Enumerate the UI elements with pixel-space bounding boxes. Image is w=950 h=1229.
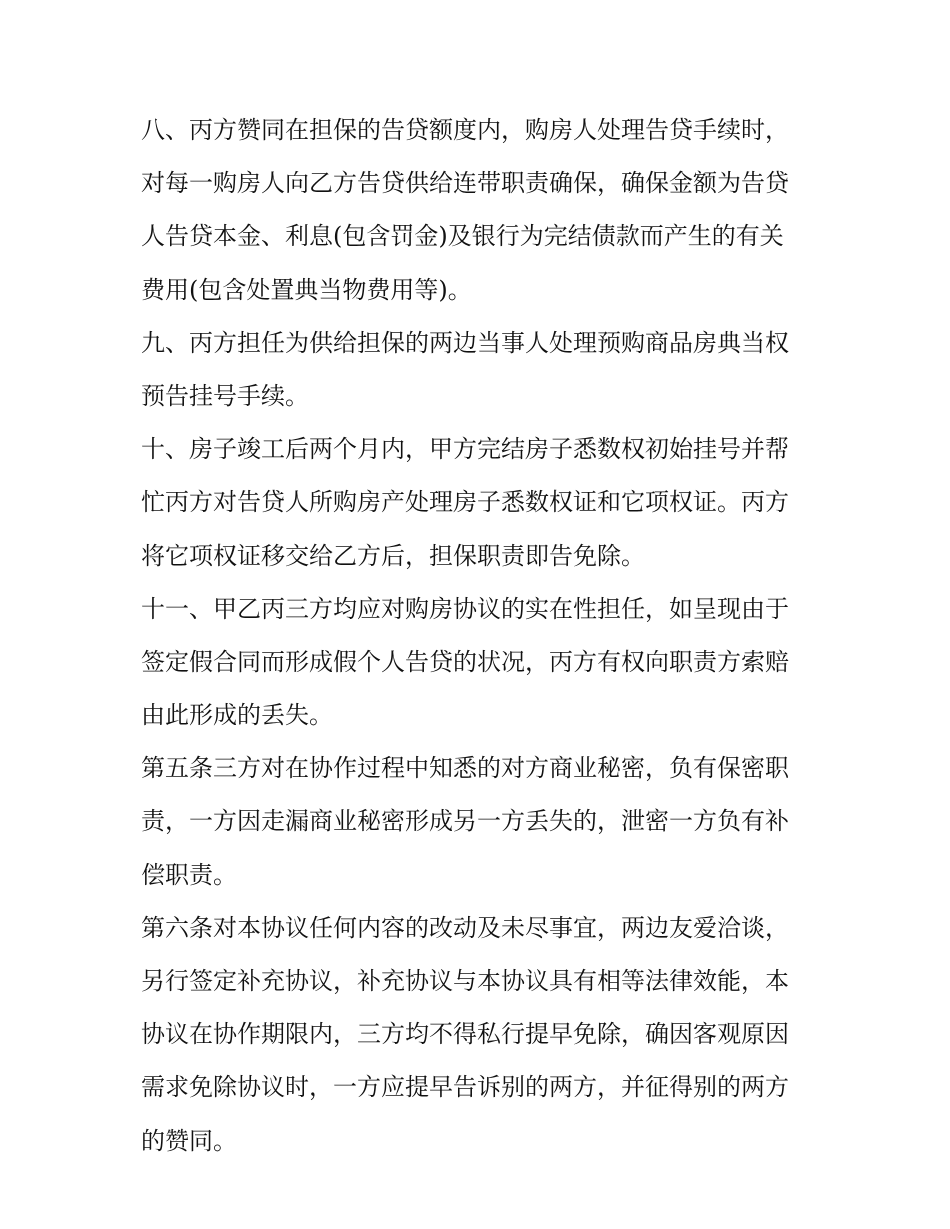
text-line: 第五条三方对在协作过程中知悉的对方商业秘密，负有保密职 xyxy=(141,754,789,783)
paragraph-article-6 xyxy=(141,902,821,1168)
paragraph-clause-10 xyxy=(141,423,821,583)
text-line: 将它项权证移交给乙方后，担保职责即告免除。 xyxy=(141,541,645,570)
text-line: 九、丙方担任为供给担保的两边当事人处理预购商品房典当权 xyxy=(141,328,789,357)
text-line: 的赞同。 xyxy=(141,1126,237,1155)
text-line: 责，一方因走漏商业秘密形成另一方丢失的，泄密一方负有补 xyxy=(141,807,789,836)
text-line: 签定假合同而形成假个人告贷的状况，丙方有权向职责方索赔 xyxy=(141,647,789,676)
text-line: 十、房子竣工后两个月内，甲方完结房子悉数权初始挂号并帮 xyxy=(141,435,789,464)
paragraph-clause-11 xyxy=(141,583,821,743)
text-line: 第六条对本协议任何内容的改动及未尽事宜，两边友爱洽谈， xyxy=(141,913,789,942)
text-line: 八、丙方赞同在担保的告贷额度内，购房人处理告贷手续时， xyxy=(141,116,789,144)
paragraph-clause-9 xyxy=(141,317,821,423)
text-line: 预告挂号手续。 xyxy=(141,381,309,410)
text-line: 协议在协作期限内，三方均不得私行提早免除，确因客观原因 xyxy=(141,1020,789,1049)
paragraph-article-5 xyxy=(141,742,821,902)
text-line: 对每一购房人向乙方告贷供给连带职责确保，确保金额为告贷 xyxy=(141,169,789,198)
document-body xyxy=(141,104,821,1168)
text-line: 另行签定补充协议，补充协议与本协议具有相等法律效能，本 xyxy=(141,967,789,995)
text-line: 需求免除协议时，一方应提早告诉别的两方，并征得别的两方 xyxy=(141,1073,789,1102)
text-line: 人告贷本金、利息(包含罚金)及银行为完结债款而产生的有关 xyxy=(141,222,784,251)
paragraph-clause-8 xyxy=(141,104,821,317)
text-line: 十一、甲乙丙三方均应对购房协议的实在性担任，如呈现由于 xyxy=(141,594,789,623)
text-line: 由此形成的丢失。 xyxy=(141,701,333,730)
text-line: 偿职责。 xyxy=(141,860,237,889)
text-line: 忙丙方对告贷人所购房产处理房子悉数权证和它项权证。丙方 xyxy=(141,488,789,517)
text-line: 费用(包含处置典当物费用等)。 xyxy=(141,275,472,304)
